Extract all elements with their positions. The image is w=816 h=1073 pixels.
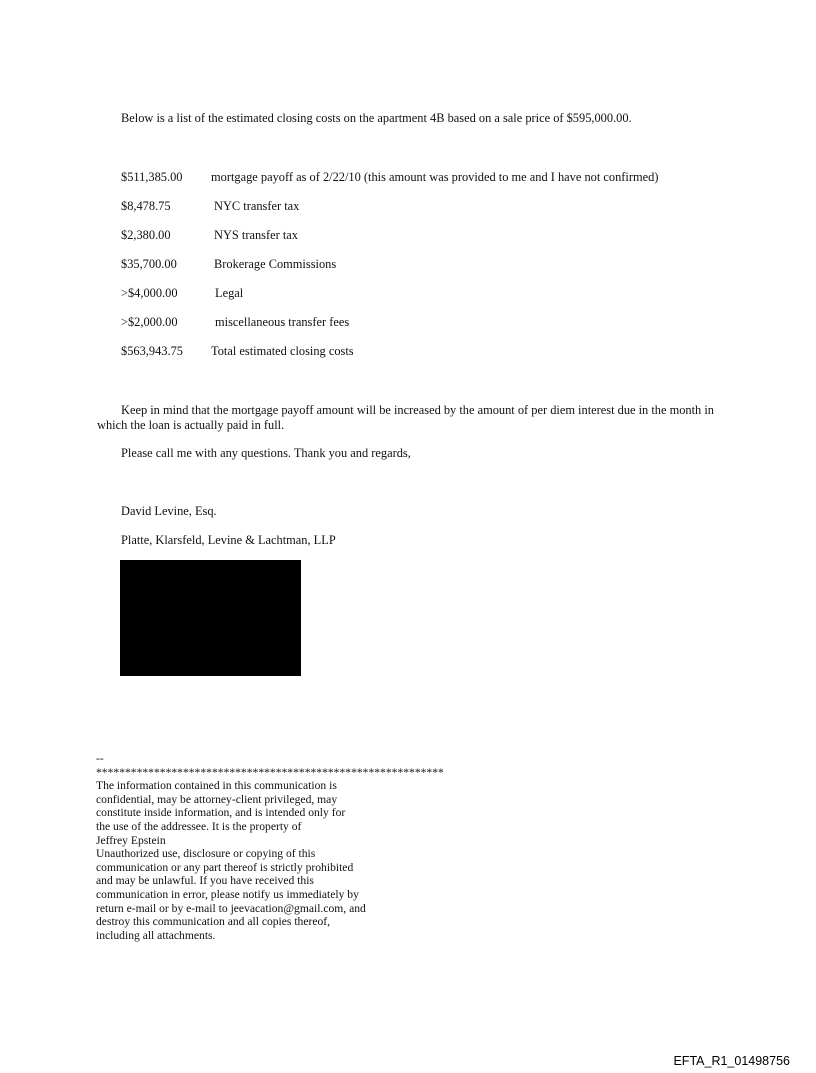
cost-description: NYS transfer tax bbox=[214, 228, 298, 242]
disclaimer-line: the use of the addressee. It is the property of bbox=[96, 819, 302, 833]
cost-amount: $511,385.00 bbox=[121, 170, 183, 184]
redaction-block bbox=[120, 560, 301, 676]
disclaimer-line: and may be unlawful. If you have received this bbox=[96, 874, 314, 888]
document-id-stamp: EFTA_R1_01498756 bbox=[673, 1054, 790, 1068]
disclaimer-line: The information contained in this communication is bbox=[96, 779, 337, 793]
intro-paragraph: Below is a list of the estimated closing costs on the apartment 4B based on a sale price of $595,000.00. bbox=[121, 111, 632, 125]
cost-amount: $2,380.00 bbox=[121, 228, 171, 242]
cost-amount: >$4,000.00 bbox=[121, 286, 178, 300]
closing-line: Please call me with any questions. Thank you and regards, bbox=[121, 446, 411, 460]
disclaimer-line: return e-mail or by e-mail to jeevacation@gmail.com, and bbox=[96, 901, 366, 915]
signature-name: David Levine, Esq. bbox=[121, 504, 217, 518]
cost-amount: $8,478.75 bbox=[121, 199, 171, 213]
cost-row bbox=[121, 170, 741, 186]
disclaimer-dashes: -- bbox=[96, 752, 104, 765]
disclaimer-line: Jeffrey Epstein bbox=[96, 833, 166, 847]
cost-row bbox=[121, 286, 741, 302]
cost-amount: >$2,000.00 bbox=[121, 315, 178, 329]
disclaimer-line: communication in error, please notify us immediately by bbox=[96, 887, 359, 901]
disclaimer-line: confidential, may be attorney-client privileged, may bbox=[96, 792, 338, 806]
cost-description: NYC transfer tax bbox=[214, 199, 300, 213]
cost-row-total bbox=[121, 344, 741, 360]
disclaimer-line: communication or any part thereof is strictly prohibited bbox=[96, 860, 354, 874]
disclaimer-stars: ************************************************************ bbox=[96, 765, 444, 779]
cost-description: mortgage payoff as of 2/22/10 (this amount was provided to me and I have not confirmed) bbox=[211, 170, 659, 184]
disclaimer-line: constitute inside information, and is intended only for bbox=[96, 806, 346, 820]
disclaimer-line: including all attachments. bbox=[96, 928, 216, 942]
cost-row bbox=[121, 257, 741, 273]
cost-amount: $563,943.75 bbox=[121, 344, 183, 358]
cost-row bbox=[121, 228, 741, 244]
disclaimer-block bbox=[96, 752, 444, 942]
cost-description: Total estimated closing costs bbox=[211, 344, 354, 358]
cost-row bbox=[121, 199, 741, 215]
disclaimer-line: Unauthorized use, disclosure or copying of this bbox=[96, 847, 316, 861]
cost-row bbox=[121, 315, 741, 331]
cost-description: Brokerage Commissions bbox=[214, 257, 337, 271]
cost-description: miscellaneous transfer fees bbox=[215, 315, 350, 329]
payoff-note-paragraph: Keep in mind that the mortgage payoff amount will be increased by the amount of per diem interest due in the month in which the loan is actually paid in full. bbox=[97, 403, 714, 432]
cost-amount: $35,700.00 bbox=[121, 257, 177, 271]
disclaimer-line: destroy this communication and all copies thereof, bbox=[96, 915, 331, 929]
cost-description: Legal bbox=[215, 286, 244, 300]
signature-firm: Platte, Klarsfeld, Levine & Lachtman, LLP bbox=[121, 533, 336, 547]
